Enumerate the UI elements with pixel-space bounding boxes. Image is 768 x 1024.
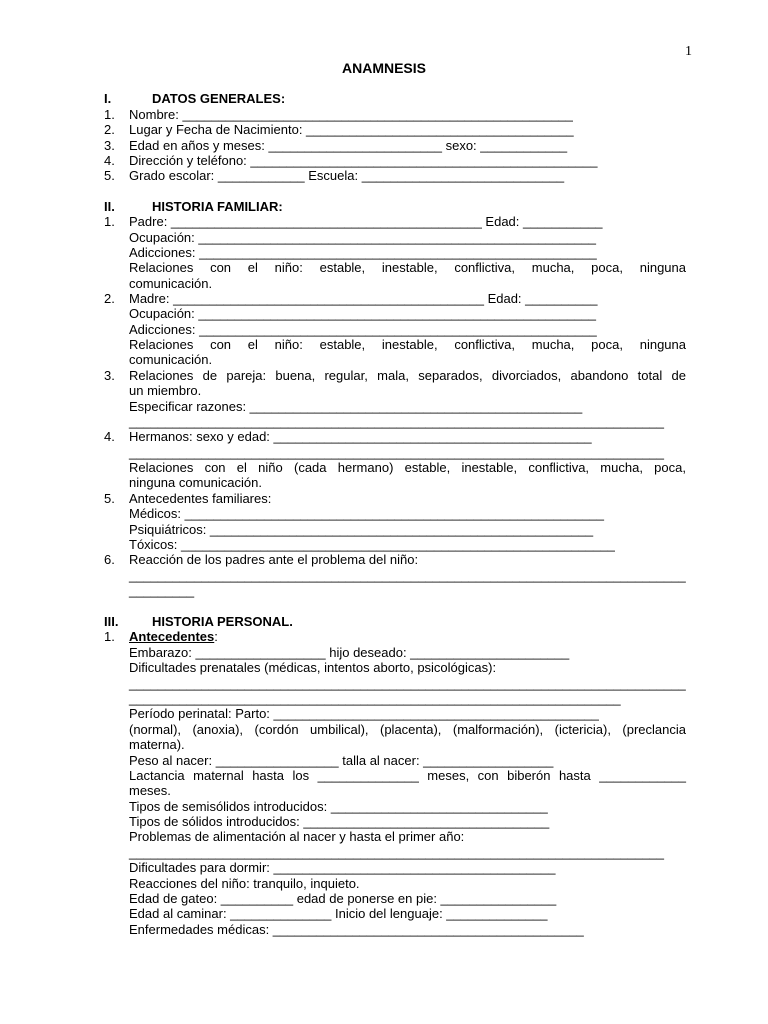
form-field-line: Ocupación: _______________________________________________________	[129, 230, 597, 245]
item-number: 5.	[104, 491, 115, 506]
section-numeral: II.	[104, 199, 115, 214]
form-text-line: (normal), (anoxia), (cordón umbilical), (placenta), (malformación), (ictericia), (preclancia	[129, 722, 686, 737]
form-field-line: __________________________________________________________________________	[129, 445, 665, 460]
form-text-line: Problemas de alimentación al nacer y hasta el primer año:	[129, 829, 465, 844]
form-text-line: comunicación.	[129, 352, 213, 367]
form-field-line: Dificultades para dormir: _______________________________________	[129, 860, 556, 875]
form-field-line: ____________________________________________________________________	[129, 691, 621, 706]
form-field-line: _____________________________________________________________________________	[129, 676, 686, 691]
item-number: 4.	[104, 429, 115, 444]
item-number: 3.	[104, 138, 115, 153]
section-numeral: III.	[104, 614, 119, 629]
form-field-line: Tipos de semisólidos introducidos: ______________________________	[129, 799, 548, 814]
form-text-line: Antecedentes:	[129, 629, 218, 644]
document-title: ANAMNESIS	[341, 60, 426, 76]
subheading: Antecedentes	[129, 629, 215, 644]
form-text-line: un miembro.	[129, 383, 202, 398]
form-field-line: Madre: ___________________________________________ Edad: __________	[129, 291, 598, 306]
item-number: 1.	[104, 107, 115, 122]
item-number: 1.	[104, 214, 115, 229]
form-field-line: __________________________________________________________________________	[129, 845, 665, 860]
section-heading: DATOS GENERALES:	[152, 91, 286, 106]
form-field-line: Embarazo: __________________ hijo deseado: ______________________	[129, 645, 570, 660]
form-field-line: Especificar razones: ______________________________________________	[129, 399, 583, 414]
form-text-line: ninguna comunicación.	[129, 475, 262, 490]
page-number: 1	[685, 44, 692, 59]
item-number: 1.	[104, 629, 115, 644]
form-field-line: Edad al caminar: ______________ Inicio del lenguaje: ______________	[129, 906, 548, 921]
form-text-line: comunicación.	[129, 276, 213, 291]
form-field-line: Edad de gateo: __________ edad de ponerse en pie: ________________	[129, 891, 557, 906]
form-field-line: Nombre: ______________________________________________________	[129, 107, 573, 122]
form-text-line: meses.	[129, 783, 171, 798]
section-heading: HISTORIA FAMILIAR:	[152, 199, 283, 214]
form-text-line: Relaciones con el niño (cada hermano) estable, inestable, conflictiva, mucha, poca,	[129, 460, 686, 475]
form-field-line: Lugar y Fecha de Nacimiento: _____________________________________	[129, 122, 574, 137]
item-number: 6.	[104, 552, 115, 567]
form-text-line: materna).	[129, 737, 185, 752]
form-field-line: Tóxicos: ____________________________________________________________	[129, 537, 615, 552]
item-number: 3.	[104, 368, 115, 383]
form-field-line: Edad en años y meses: ________________________ sexo: ____________	[129, 138, 568, 153]
form-field-line: Grado escolar: ____________ Escuela: ____________________________	[129, 168, 565, 183]
section-heading: HISTORIA PERSONAL.	[152, 614, 293, 629]
form-field-line: Lactancia maternal hasta los ______________ meses, con biberón hasta ____________	[129, 768, 686, 783]
item-number: 2.	[104, 122, 115, 137]
form-field-line: Dirección y teléfono: ________________________________________________	[129, 153, 598, 168]
form-field-line: _____________________________________________________________________________	[129, 568, 686, 583]
form-text-line: Dificultades prenatales (médicas, intentos aborto, psicológicas):	[129, 660, 497, 675]
form-field-line: Psiquiátricos: _____________________________________________________	[129, 522, 594, 537]
form-text-line: Reacciones del niño: tranquilo, inquieto.	[129, 876, 360, 891]
item-number: 5.	[104, 168, 115, 183]
form-field-line: Período perinatal: Parto: _____________________________________________	[129, 706, 599, 721]
form-text-line: Reacción de los padres ante el problema del niño:	[129, 552, 419, 567]
form-field-line: Tipos de sólidos introducidos: __________________________________	[129, 814, 550, 829]
form-field-line: __________________________________________________________________________	[129, 414, 665, 429]
form-text-line: Antecedentes familiares:	[129, 491, 272, 506]
form-text-line: Relaciones con el niño: estable, inestable, conflictiva, mucha, poca, ninguna	[129, 260, 686, 275]
form-field-line: Adicciones: _______________________________________________________	[129, 322, 597, 337]
form-field-line: Enfermedades médicas: ___________________________________________	[129, 922, 584, 937]
form-text-line: Relaciones con el niño: estable, inestable, conflictiva, mucha, poca, ninguna	[129, 337, 686, 352]
form-field-line: Hermanos: sexo y edad: ____________________________________________	[129, 429, 592, 444]
form-field-line: Médicos: __________________________________________________________	[129, 506, 604, 521]
section-numeral: I.	[104, 91, 112, 106]
form-field-line: Ocupación: _______________________________________________________	[129, 306, 597, 321]
form-field-line: Adicciones: _______________________________________________________	[129, 245, 597, 260]
item-number: 2.	[104, 291, 115, 306]
form-field-line: _________	[129, 583, 195, 598]
item-number: 4.	[104, 153, 115, 168]
form-text-line: Relaciones de pareja: buena, regular, mala, separados, divorciados, abandono total de	[129, 368, 686, 383]
form-field-line: Peso al nacer: _________________ talla al nacer: __________________	[129, 753, 554, 768]
form-field-line: Padre: ___________________________________________ Edad: ___________	[129, 214, 603, 229]
